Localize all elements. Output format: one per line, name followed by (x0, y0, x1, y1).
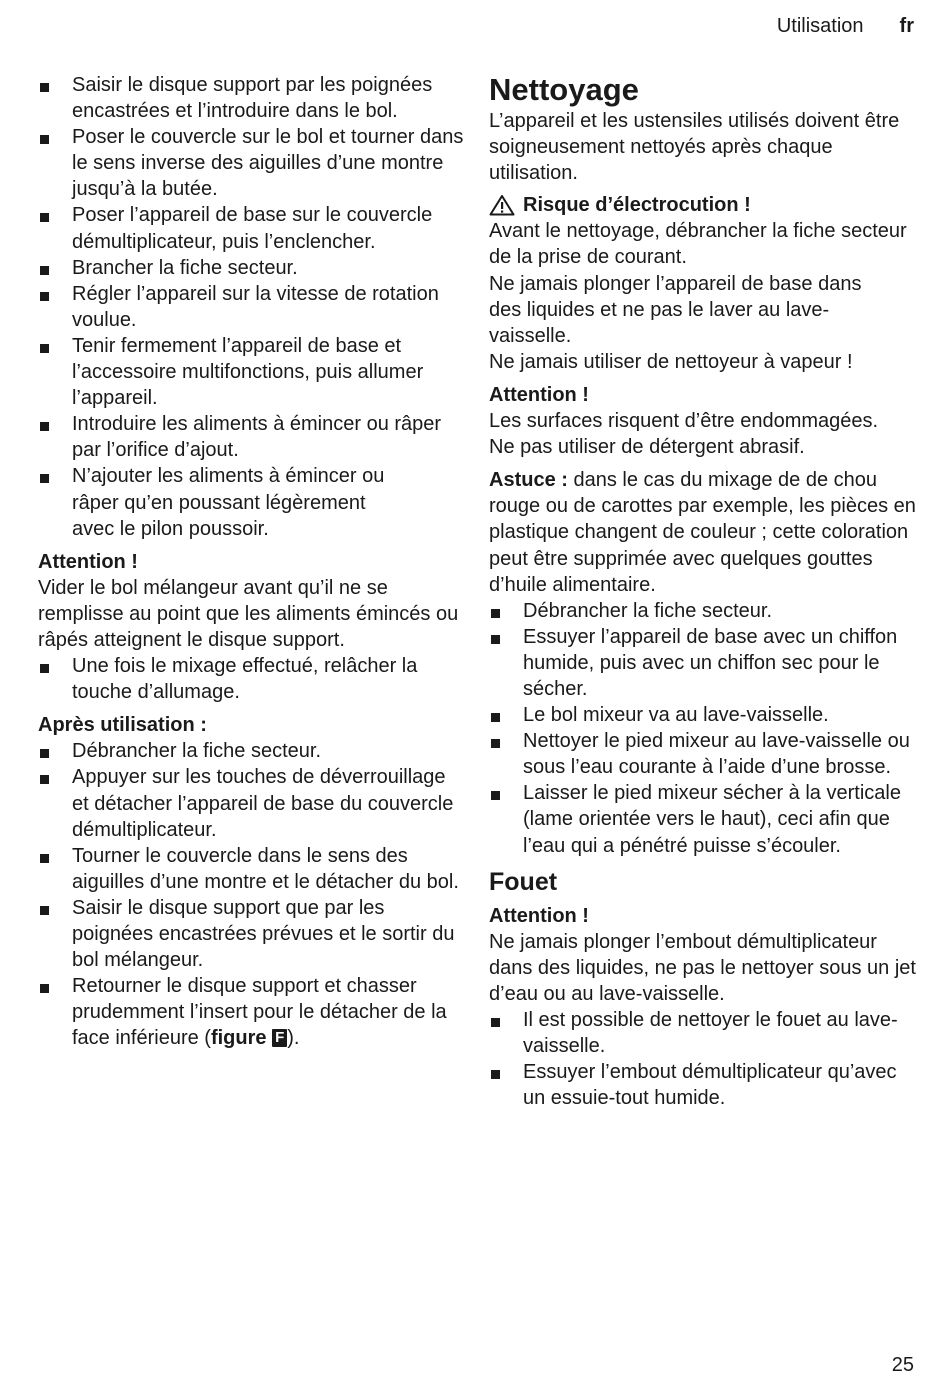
list-item: Régler l’appareil sur la vitesse de rotation voulue. (38, 281, 464, 333)
warning-line: Ne jamais plonger l’appareil de base dans des liquides et ne pas le laver au lave-vaisselle. (489, 272, 862, 347)
whisk-attention-heading: Attention ! (489, 904, 589, 927)
last-step-suffix: ). (287, 1027, 300, 1050)
cleaning-intro: L’appareil et les ustensiles utilisés doivent être soigneusement nettoyés après chaque utilisation. (489, 110, 900, 185)
list-item: Saisir le disque support par les poignées encastrées et l’introduire dans le bol. (38, 72, 464, 124)
after-use-heading: Après utilisation : (38, 714, 207, 737)
whisk-heading: Fouet (489, 867, 558, 896)
warning-line: Avant le nettoyage, débrancher la fiche secteur de la prise de courant. (489, 220, 907, 269)
list-item: Appuyer sur les touches de déverrouillage et détacher l’appareil de base du couvercle démultiplicateur. (38, 764, 464, 842)
page-header (777, 15, 914, 38)
list-item: N’ajouter les aliments à émincer ou râper qu’en poussant légèrement avec le pilon poussoir. (38, 463, 402, 541)
list-item: Débrancher la fiche secteur. (38, 738, 464, 764)
whisk-steps-list (489, 1007, 917, 1111)
list-item: Le bol mixeur va au lave-vaisselle. (489, 702, 917, 728)
list-item: Tourner le couvercle dans le sens des aiguilles d’une montre et le détacher du bol. (38, 843, 464, 895)
last-step-text: Retourner le disque support et chasser prudemment l’insert pour le détacher de la face inférieure ( (72, 975, 447, 1050)
figure-letter-badge: F (272, 1029, 287, 1047)
list-item: Laisser le pied mixeur sécher à la verticale (lame orientée vers le haut), ceci afin que l’eau qui a pénétré puisse s’écouler. (489, 780, 917, 858)
list-item: Essuyer l’appareil de base avec un chiffon humide, puis avec un chiffon sec pour le sécher. (489, 624, 917, 702)
electrocution-warning-heading (489, 192, 917, 218)
list-item: Essuyer l’embout démultiplicateur qu’avec un essuie-tout humide. (489, 1059, 917, 1111)
warning-title: Risque d’électrocution ! (523, 194, 751, 217)
list-item: Saisir le disque support que par les poignées encastrées prévues et le sortir du bol mélangeur. (38, 895, 464, 973)
figure-reference: figure (210, 1027, 267, 1050)
assembly-steps-list (38, 72, 464, 542)
list-item: Introduire les aliments à émincer ou râper par l’orifice d’ajout. (38, 411, 464, 463)
page-number: 25 (891, 1354, 914, 1376)
cleaning-heading: Nettoyage (489, 72, 639, 107)
list-item: Brancher la fiche secteur. (38, 255, 464, 281)
attention-line: Ne pas utiliser de détergent abrasif. (489, 436, 805, 459)
warning-line: Ne jamais utiliser de nettoyeur à vapeur ! (489, 350, 853, 373)
right-column (489, 72, 917, 1111)
attention-heading: Attention ! (489, 383, 589, 406)
attention-text: Vider le bol mélangeur avant qu’il ne se remplisse au point que les aliments émincés ou râpés atteignent le disque support. (38, 576, 459, 651)
list-item: Poser l’appareil de base sur le couvercle démultiplicateur, puis l’enclencher. (38, 202, 464, 254)
list-item: Une fois le mixage effectué, relâcher la touche d’allumage. (38, 653, 464, 705)
attention-line: Les surfaces risquent d’être endommagées. (489, 410, 879, 433)
list-item: Il est possible de nettoyer le fouet au lave-vaisselle. (489, 1007, 917, 1059)
after-use-steps-list (38, 738, 464, 1051)
list-item: Nettoyer le pied mixeur au lave-vaisselle ou sous l’eau courante à l’aide d’une brosse. (489, 728, 917, 780)
finish-steps-list (38, 653, 464, 705)
list-item: Débrancher la fiche secteur. (489, 598, 917, 624)
header-language-code: fr (899, 15, 914, 37)
tip-text: dans le cas du mixage de de chou rouge ou de carottes par exemple, les pièces en plastique changent de couleur ; cette coloration peut être supprimée avec quelques gouttes d’huile alimentaire. (489, 469, 916, 596)
whisk-attention-text: Ne jamais plonger l’embout démultiplicateur dans des liquides, ne pas le nettoyer sous un jet d’eau ou au lave-vaisselle. (489, 930, 916, 1005)
attention-heading: Attention ! (38, 550, 138, 573)
list-item (38, 973, 464, 1051)
cleaning-steps-list (489, 598, 917, 859)
left-column (38, 72, 464, 1051)
tip-paragraph (489, 467, 917, 597)
header-section-title: Utilisation (776, 15, 864, 37)
tip-label: Astuce : (489, 469, 568, 492)
list-item: Poser le couvercle sur le bol et tourner dans le sens inverse des aiguilles d’une montre jusqu’à la butée. (38, 124, 464, 202)
list-item: Tenir fermement l’appareil de base et l’accessoire multifonctions, puis allumer l’appareil. (38, 333, 464, 411)
warning-triangle-icon (489, 194, 515, 216)
